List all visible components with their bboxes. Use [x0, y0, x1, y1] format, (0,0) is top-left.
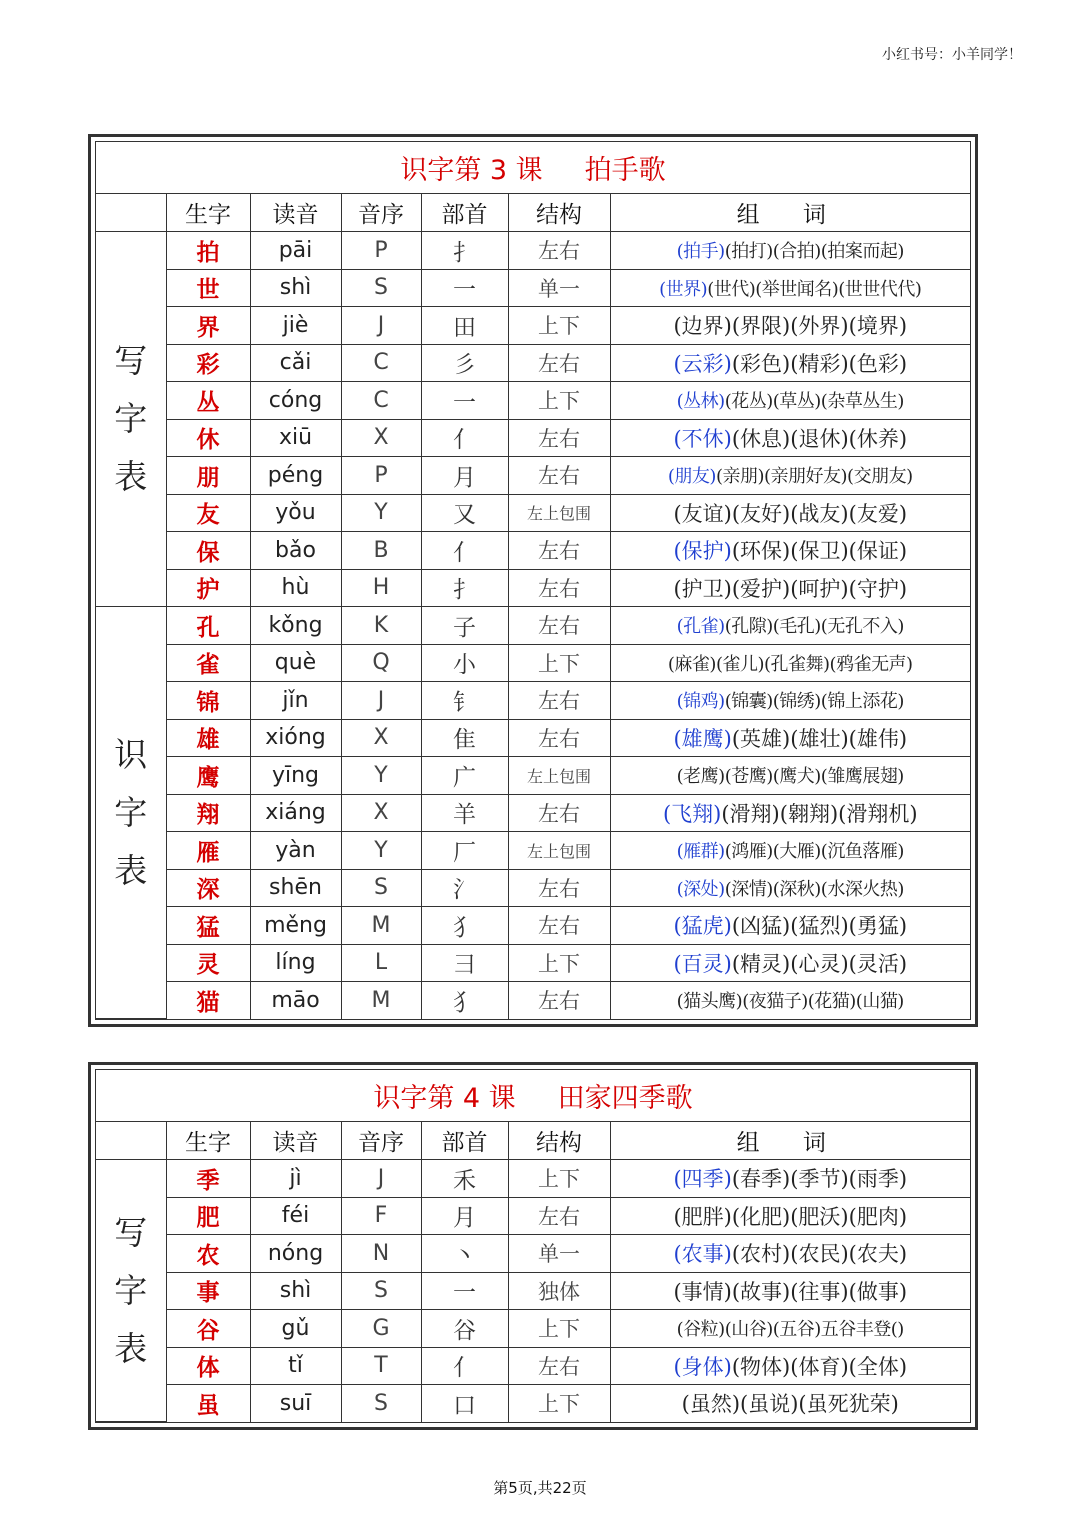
radical-cell: 小	[421, 644, 508, 682]
char-cell: 事	[166, 1272, 250, 1310]
order-cell: N	[341, 1235, 421, 1273]
words-cell	[610, 344, 970, 382]
header-words: 组 词	[610, 1122, 970, 1160]
order-cell: P	[341, 457, 421, 495]
highlight-word: (朋友)	[667, 466, 716, 488]
highlight-word: (锦鸡)	[676, 691, 725, 713]
lesson-3-table-frame	[88, 134, 978, 1027]
pinyin-cell: yīng	[250, 757, 341, 795]
structure-cell: 上下	[508, 1310, 610, 1348]
structure-cell: 左右	[508, 607, 610, 645]
structure-cell: 上下	[508, 307, 610, 345]
highlight-word: (孔雀)	[676, 616, 725, 638]
pinyin-cell: què	[250, 644, 341, 682]
char-cell: 世	[166, 269, 250, 307]
word-list: (环保)(保卫)(保证)	[731, 539, 908, 564]
char-cell: 猛	[166, 907, 250, 945]
highlight-word: (雁群)	[676, 841, 725, 863]
highlight-word: (农事)	[673, 1242, 732, 1267]
pinyin-cell: tǐ	[250, 1347, 341, 1385]
order-cell: X	[341, 719, 421, 757]
radical-cell: 丶	[421, 1235, 508, 1273]
radical-cell: 月	[421, 457, 508, 495]
char-cell: 休	[166, 419, 250, 457]
header-radical: 部首	[421, 1122, 508, 1160]
word-list: (肥胖)(化肥)(肥沃)(肥肉)	[673, 1204, 908, 1229]
word-list: (麻雀)(雀儿)(孔雀舞)(鸦雀无声)	[667, 653, 913, 675]
header-blank	[96, 194, 166, 232]
group-label-char: 表	[114, 1328, 148, 1368]
words-cell	[610, 794, 970, 832]
char-cell: 友	[166, 494, 250, 532]
group-label-char: 写	[114, 1212, 148, 1252]
table-row	[96, 719, 970, 757]
word-list: (亲朋)(亲朋好友)(交朋友)	[715, 466, 913, 488]
structure-cell: 独体	[508, 1272, 610, 1310]
char-cell: 朋	[166, 457, 250, 495]
table-row	[96, 794, 970, 832]
char-cell: 翔	[166, 794, 250, 832]
structure-cell: 单一	[508, 1235, 610, 1273]
words-cell	[610, 269, 970, 307]
highlight-word: (飞翔)	[662, 801, 722, 826]
words-cell	[610, 569, 970, 607]
pinyin-cell: shēn	[250, 869, 341, 907]
words-cell	[610, 607, 970, 645]
word-list: (英雄)(雄壮)(雄伟)	[731, 726, 908, 751]
highlight-word: (深处)	[676, 878, 725, 900]
radical-cell: 一	[421, 269, 508, 307]
pinyin-cell: pāi	[250, 232, 341, 270]
radical-cell: 子	[421, 607, 508, 645]
header-order: 音序	[341, 194, 421, 232]
char-cell: 肥	[166, 1197, 250, 1235]
lesson-3-header-row	[96, 194, 970, 232]
radical-cell: 禾	[421, 1160, 508, 1198]
lesson-4-table-frame	[88, 1062, 978, 1430]
structure-cell: 左上包围	[508, 757, 610, 795]
pinyin-cell: měng	[250, 907, 341, 945]
words-cell	[610, 907, 970, 945]
table-row	[96, 1310, 970, 1348]
char-cell: 界	[166, 307, 250, 345]
order-cell: M	[341, 982, 421, 1019]
radical-cell: 羊	[421, 794, 508, 832]
table-row	[96, 682, 970, 720]
table-row	[96, 419, 970, 457]
order-cell: Y	[341, 832, 421, 870]
header-structure: 结构	[508, 194, 610, 232]
table-row	[96, 1272, 970, 1310]
words-cell	[610, 944, 970, 982]
words-cell	[610, 232, 970, 270]
table-row	[96, 457, 970, 495]
order-cell: J	[341, 682, 421, 720]
lesson-3-table	[96, 142, 970, 1019]
radical-cell: 彐	[421, 944, 508, 982]
radical-cell: 钅	[421, 682, 508, 720]
header-pinyin: 读音	[250, 194, 341, 232]
header-structure: 结构	[508, 1122, 610, 1160]
word-list: (休息)(退休)(休养)	[731, 426, 908, 451]
lesson-4-header-row	[96, 1122, 970, 1160]
word-list: (鸿雁)(大雁)(沉鱼落雁)	[724, 841, 904, 863]
char-cell: 丛	[166, 382, 250, 420]
radical-cell: 亻	[421, 1347, 508, 1385]
radical-cell: 月	[421, 1197, 508, 1235]
highlight-word: (不休)	[673, 426, 732, 451]
char-cell: 农	[166, 1235, 250, 1273]
radical-cell: 扌	[421, 569, 508, 607]
lesson-4-title: 识字第 4 课 田家四季歌	[96, 1070, 970, 1122]
order-cell: S	[341, 1272, 421, 1310]
pinyin-cell: hù	[250, 569, 341, 607]
char-cell: 彩	[166, 344, 250, 382]
radical-cell: 一	[421, 382, 508, 420]
word-list: (虽然)(虽说)(虽死犹荣)	[681, 1392, 899, 1417]
pinyin-cell: jiè	[250, 307, 341, 345]
header-order: 音序	[341, 1122, 421, 1160]
highlight-word: (云彩)	[673, 351, 732, 376]
char-cell: 保	[166, 532, 250, 570]
table-row	[96, 307, 970, 345]
words-cell	[610, 832, 970, 870]
order-cell: L	[341, 944, 421, 982]
structure-cell: 上下	[508, 644, 610, 682]
word-list: (友谊)(友好)(战友)(友爱)	[673, 501, 908, 526]
group-label-char: 写	[114, 341, 148, 380]
header-blank	[96, 1122, 166, 1160]
words-cell	[610, 1310, 970, 1348]
order-cell: Q	[341, 644, 421, 682]
pinyin-cell: cǎi	[250, 344, 341, 382]
group-label-char: 表	[114, 457, 148, 496]
word-list: (物体)(体育)(全体)	[731, 1354, 908, 1379]
order-cell: C	[341, 344, 421, 382]
structure-cell: 左右	[508, 682, 610, 720]
words-cell	[610, 532, 970, 570]
group-label-write	[96, 1160, 166, 1422]
pinyin-cell: xióng	[250, 719, 341, 757]
table-row	[96, 494, 970, 532]
structure-cell: 左上包围	[508, 494, 610, 532]
words-cell	[610, 719, 970, 757]
table-row	[96, 269, 970, 307]
words-cell	[610, 682, 970, 720]
order-cell: S	[341, 269, 421, 307]
radical-cell: 亻	[421, 532, 508, 570]
char-cell: 雄	[166, 719, 250, 757]
word-list: (老鹰)(苍鹰)(鹰犬)(雏鹰展翅)	[676, 766, 904, 788]
char-cell: 谷	[166, 1310, 250, 1348]
pinyin-cell: suī	[250, 1385, 341, 1422]
highlight-word: (拍手)	[676, 241, 725, 263]
word-list: (深情)(深秋)(水深火热)	[724, 878, 904, 900]
table-row	[96, 1160, 970, 1198]
pinyin-cell: yǒu	[250, 494, 341, 532]
structure-cell: 左右	[508, 719, 610, 757]
word-list: (彩色)(精彩)(色彩)	[731, 351, 908, 376]
order-cell: P	[341, 232, 421, 270]
word-list: (拍打)(合拍)(拍案而起)	[724, 241, 904, 263]
radical-cell: 口	[421, 1385, 508, 1422]
highlight-word: (百灵)	[673, 951, 732, 976]
char-cell: 拍	[166, 232, 250, 270]
words-cell	[610, 1160, 970, 1198]
word-list: (边界)(界限)(外界)(境界)	[673, 314, 908, 339]
radical-cell: 亻	[421, 419, 508, 457]
structure-cell: 上下	[508, 1160, 610, 1198]
header-char: 生字	[166, 194, 250, 232]
group-label-recognize	[96, 607, 166, 1019]
table-row	[96, 569, 970, 607]
radical-cell: 隹	[421, 719, 508, 757]
table-row	[96, 532, 970, 570]
pinyin-cell: yàn	[250, 832, 341, 870]
highlight-word: (雄鹰)	[673, 726, 732, 751]
highlight-word: (保护)	[673, 539, 732, 564]
structure-cell: 上下	[508, 1385, 610, 1422]
structure-cell: 左右	[508, 869, 610, 907]
words-cell	[610, 1347, 970, 1385]
pinyin-cell: shì	[250, 1272, 341, 1310]
order-cell: K	[341, 607, 421, 645]
order-cell: G	[341, 1310, 421, 1348]
pinyin-cell: māo	[250, 982, 341, 1019]
radical-cell: 又	[421, 494, 508, 532]
pinyin-cell: bǎo	[250, 532, 341, 570]
highlight-word: (猛虎)	[673, 914, 732, 939]
structure-cell: 左右	[508, 907, 610, 945]
radical-cell: 田	[421, 307, 508, 345]
word-list: (锦囊)(锦绣)(锦上添花)	[724, 691, 904, 713]
structure-cell: 上下	[508, 944, 610, 982]
structure-cell: 左右	[508, 419, 610, 457]
order-cell: J	[341, 1160, 421, 1198]
structure-cell: 左右	[508, 344, 610, 382]
word-list: (精灵)(心灵)(灵活)	[731, 951, 908, 976]
order-cell: B	[341, 532, 421, 570]
order-cell: J	[341, 307, 421, 345]
char-cell: 猫	[166, 982, 250, 1019]
order-cell: S	[341, 1385, 421, 1422]
words-cell	[610, 1385, 970, 1422]
word-list: (春季)(季节)(雨季)	[731, 1167, 908, 1192]
table-row	[96, 832, 970, 870]
structure-cell: 左右	[508, 569, 610, 607]
header-pinyin: 读音	[250, 1122, 341, 1160]
word-list: (谷粒)(山谷)(五谷)五谷丰登()	[676, 1319, 904, 1341]
structure-cell: 左右	[508, 232, 610, 270]
pinyin-cell: jì	[250, 1160, 341, 1198]
table-row	[96, 644, 970, 682]
pinyin-cell: líng	[250, 944, 341, 982]
radical-cell: 彡	[421, 344, 508, 382]
group-label-char: 字	[114, 792, 148, 832]
word-list: (孔隙)(毛孔)(无孔不入)	[724, 616, 904, 638]
order-cell: S	[341, 869, 421, 907]
char-cell: 季	[166, 1160, 250, 1198]
structure-cell: 左上包围	[508, 832, 610, 870]
words-cell	[610, 1197, 970, 1235]
pinyin-cell: féi	[250, 1197, 341, 1235]
pinyin-cell: nóng	[250, 1235, 341, 1273]
char-cell: 雀	[166, 644, 250, 682]
radical-cell: 广	[421, 757, 508, 795]
words-cell	[610, 982, 970, 1019]
table-row	[96, 869, 970, 907]
order-cell: M	[341, 907, 421, 945]
char-cell: 雁	[166, 832, 250, 870]
char-cell: 鹰	[166, 757, 250, 795]
radical-cell: 厂	[421, 832, 508, 870]
structure-cell: 左右	[508, 532, 610, 570]
header-char: 生字	[166, 1122, 250, 1160]
words-cell	[610, 644, 970, 682]
radical-cell: 犭	[421, 907, 508, 945]
order-cell: X	[341, 419, 421, 457]
words-cell	[610, 382, 970, 420]
order-cell: T	[341, 1347, 421, 1385]
words-cell	[610, 419, 970, 457]
table-row	[96, 907, 970, 945]
word-list: (事情)(故事)(往事)(做事)	[673, 1279, 908, 1304]
radical-cell: 谷	[421, 1310, 508, 1348]
order-cell: Y	[341, 757, 421, 795]
pinyin-cell: xiū	[250, 419, 341, 457]
pinyin-cell: gǔ	[250, 1310, 341, 1348]
structure-cell: 左右	[508, 1347, 610, 1385]
group-label-char: 表	[114, 850, 148, 890]
char-cell: 护	[166, 569, 250, 607]
pinyin-cell: kǒng	[250, 607, 341, 645]
structure-cell: 左右	[508, 982, 610, 1019]
char-cell: 虽	[166, 1385, 250, 1422]
header-words: 组 词	[610, 194, 970, 232]
pinyin-cell: péng	[250, 457, 341, 495]
char-cell: 孔	[166, 607, 250, 645]
word-list: (花丛)(草丛)(杂草丛生)	[724, 391, 904, 413]
radical-cell: 犭	[421, 982, 508, 1019]
table-row	[96, 344, 970, 382]
highlight-word: (身体)	[673, 1354, 732, 1379]
table-row	[96, 757, 970, 795]
pinyin-cell: xiáng	[250, 794, 341, 832]
word-list: (凶猛)(猛烈)(勇猛)	[731, 914, 908, 939]
table-row	[96, 1235, 970, 1273]
lesson-4-table	[96, 1070, 970, 1422]
char-cell: 灵	[166, 944, 250, 982]
radical-cell: 扌	[421, 232, 508, 270]
words-cell	[610, 869, 970, 907]
order-cell: C	[341, 382, 421, 420]
word-list: (滑翔)(翱翔)(滑翔机)	[721, 801, 918, 826]
table-row	[96, 607, 970, 645]
table-row	[96, 944, 970, 982]
table-row	[96, 1197, 970, 1235]
words-cell	[610, 494, 970, 532]
word-list: (护卫)(爱护)(呵护)(守护)	[673, 576, 908, 601]
structure-cell: 左右	[508, 457, 610, 495]
char-cell: 体	[166, 1347, 250, 1385]
words-cell	[610, 1272, 970, 1310]
order-cell: X	[341, 794, 421, 832]
radical-cell: 一	[421, 1272, 508, 1310]
pinyin-cell: shì	[250, 269, 341, 307]
word-list: (猫头鹰)(夜猫子)(花猫)(山猫)	[676, 991, 904, 1013]
order-cell: F	[341, 1197, 421, 1235]
structure-cell: 左右	[508, 1197, 610, 1235]
pinyin-cell: cóng	[250, 382, 341, 420]
words-cell	[610, 1235, 970, 1273]
table-row	[96, 1347, 970, 1385]
header-radical: 部首	[421, 194, 508, 232]
highlight-word: (丛林)	[676, 391, 725, 413]
table-row	[96, 232, 970, 270]
char-cell: 深	[166, 869, 250, 907]
table-row	[96, 1385, 970, 1422]
table-row	[96, 982, 970, 1019]
group-label-write	[96, 232, 166, 607]
char-cell: 锦	[166, 682, 250, 720]
highlight-word: (四季)	[673, 1167, 732, 1192]
page-footer: 第5页,共22页	[493, 1479, 587, 1497]
structure-cell: 单一	[508, 269, 610, 307]
pinyin-cell: jǐn	[250, 682, 341, 720]
highlight-word: (世界)	[659, 278, 708, 300]
words-cell	[610, 757, 970, 795]
word-list: (世代)(举世闻名)(世世代代)	[707, 278, 922, 300]
structure-cell: 上下	[508, 382, 610, 420]
group-label-char: 字	[114, 1270, 148, 1310]
words-cell	[610, 307, 970, 345]
radical-cell: 氵	[421, 869, 508, 907]
group-label-char: 识	[114, 734, 148, 774]
structure-cell: 左右	[508, 794, 610, 832]
group-label-char: 字	[114, 399, 148, 438]
order-cell: H	[341, 569, 421, 607]
watermark: 小红书号：小羊同学！	[882, 47, 1022, 63]
table-row	[96, 382, 970, 420]
word-list: (农村)(农民)(农夫)	[731, 1242, 908, 1267]
lesson-3-title: 识字第 3 课 拍手歌	[96, 142, 970, 194]
order-cell: Y	[341, 494, 421, 532]
words-cell	[610, 457, 970, 495]
